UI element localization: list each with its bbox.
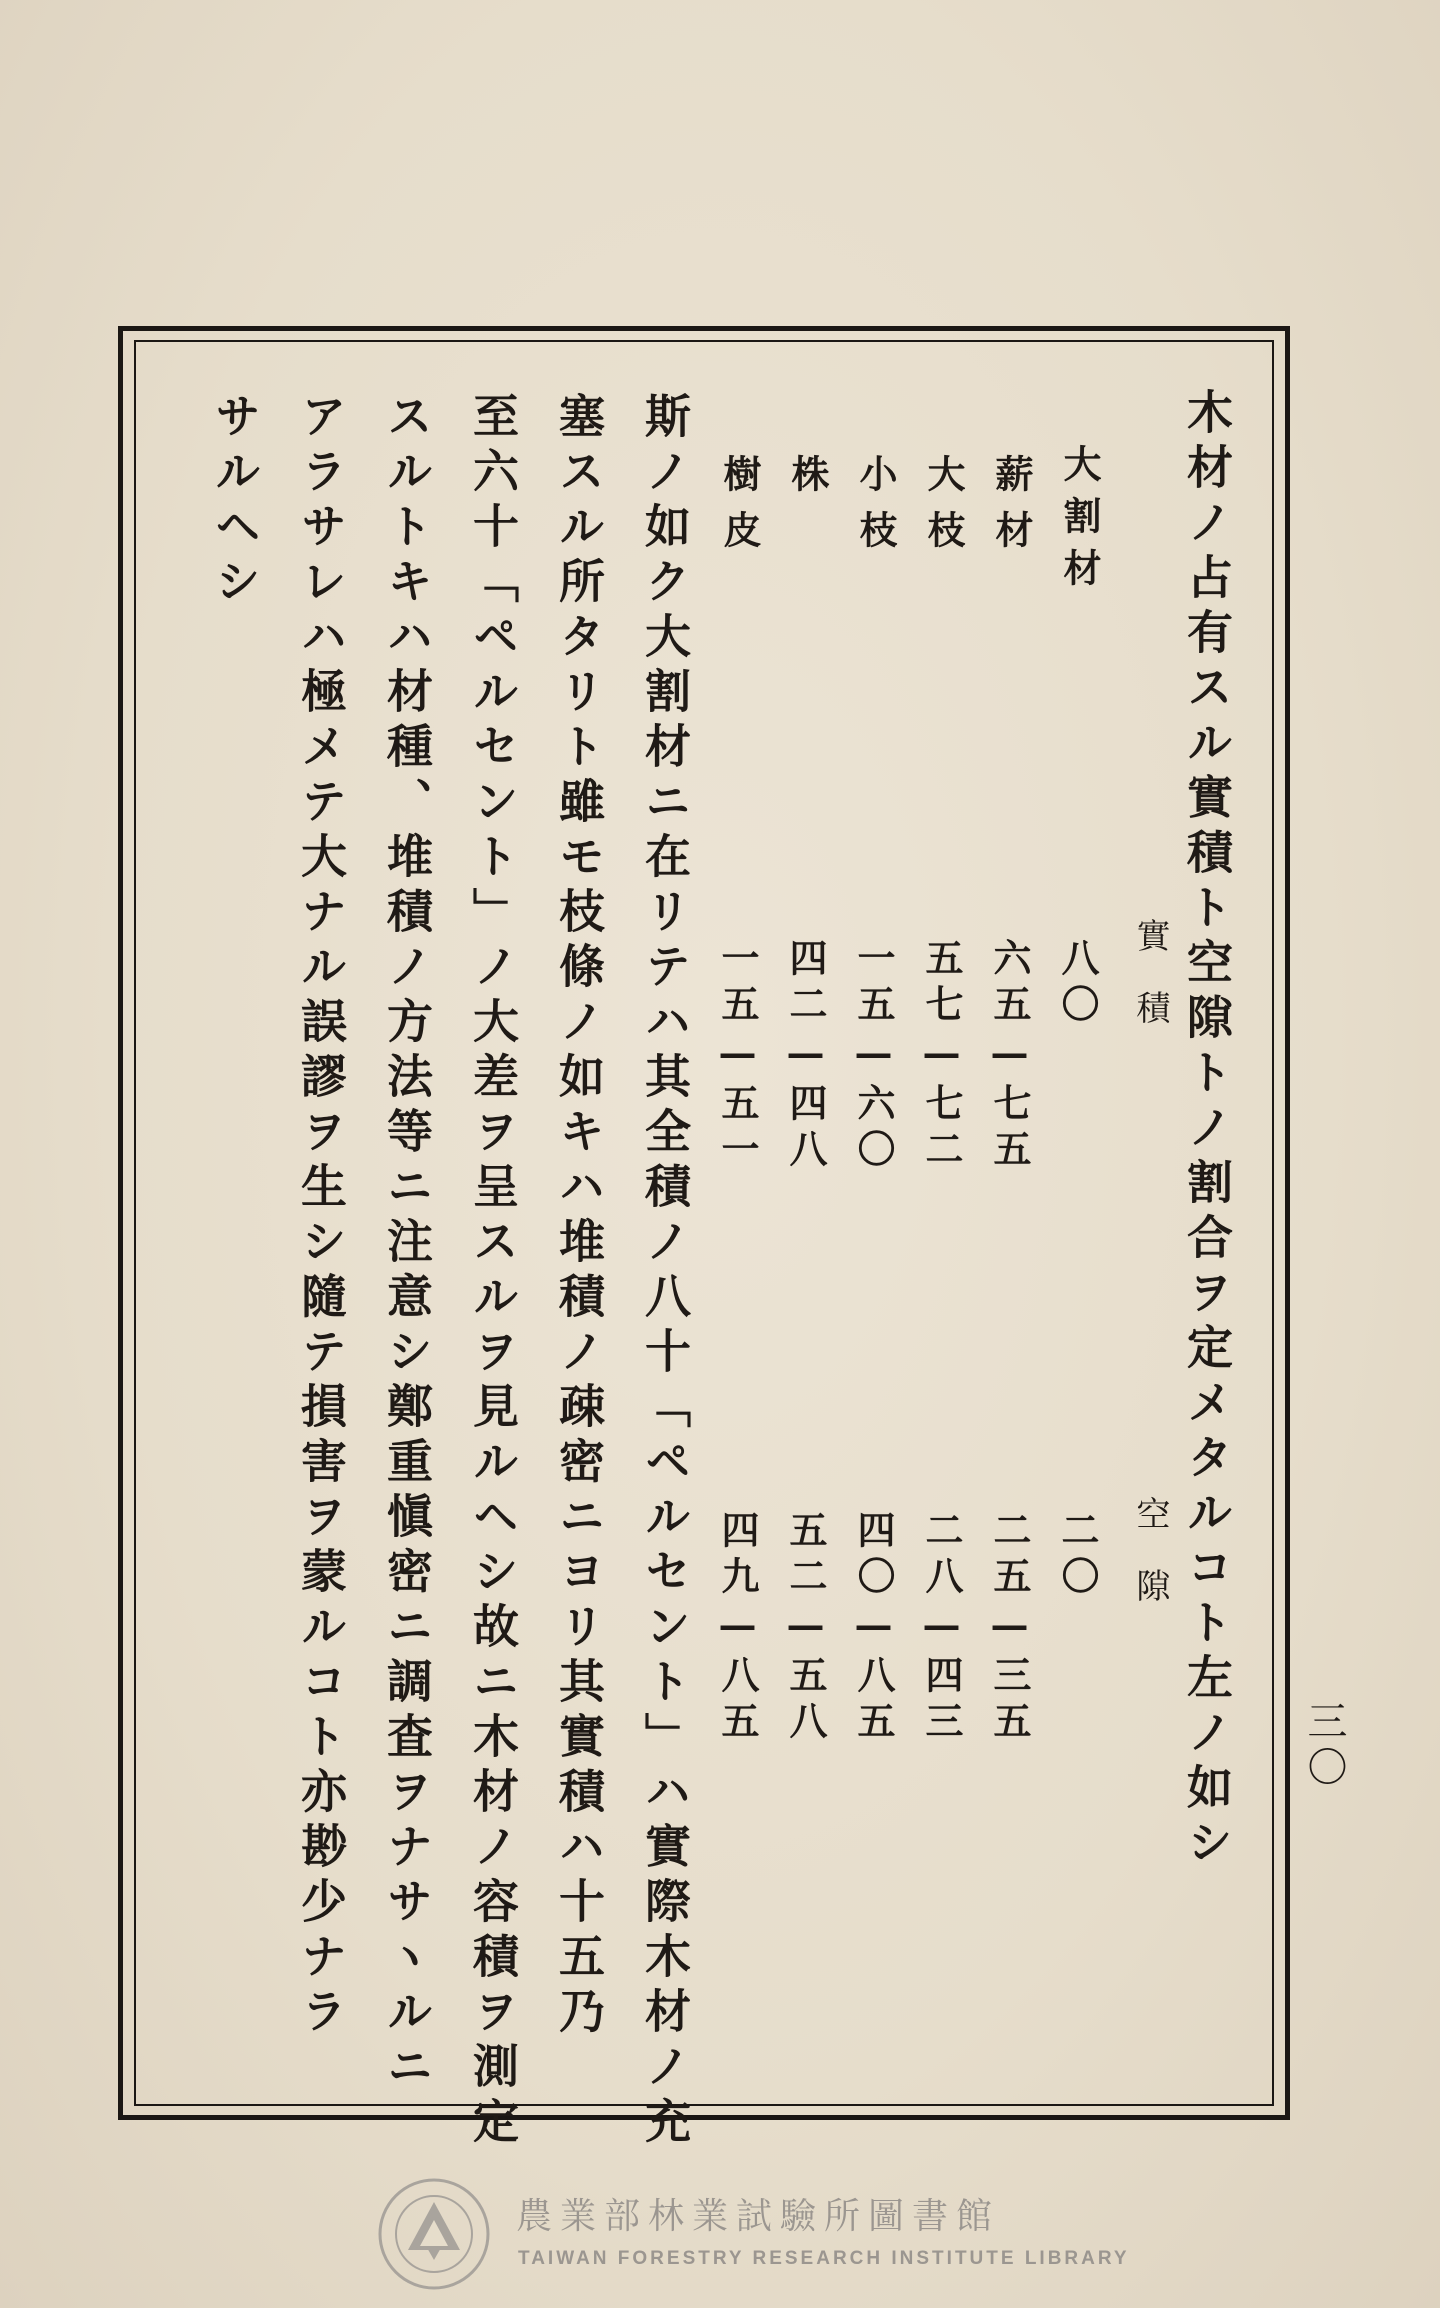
paragraph-line: 塞スル所タリト雖モ枝條ノ如キハ堆積ノ疎密ニヨリ其實積ハ十五乃 [552, 392, 606, 2042]
row-solid: 四二—四八 [783, 938, 828, 1175]
row-void: 二五—三五 [987, 1510, 1032, 1747]
paragraph-line: アラサレハ極メテ大ナル誤謬ヲ生シ隨テ損害ヲ蒙ルコト亦尠少ナラ [294, 392, 348, 2042]
row-void: 四九—八五 [715, 1510, 760, 1747]
paragraph-line: 至六十「ペルセント」ノ大差ヲ呈スルヲ見ルヘシ故ニ木材ノ容積ヲ測定 [466, 392, 520, 2152]
library-watermark [376, 2176, 1130, 2296]
row-name: 大枝 [921, 454, 966, 566]
row-name: 薪材 [989, 454, 1034, 566]
row-solid: 一五—六〇 [851, 938, 896, 1175]
library-name-cn: 農業部林業試驗所圖書館 [516, 2196, 1001, 2237]
row-solid: 六五—七五 [987, 938, 1032, 1175]
row-solid: 八〇 [1055, 938, 1100, 1030]
row-name: 株 [785, 454, 830, 501]
row-void: 四〇—八五 [851, 1510, 896, 1747]
row-void: 二八—四三 [919, 1510, 964, 1747]
library-seal-icon [376, 2176, 492, 2292]
heading: 木材ノ占有スル實積ト空隙トノ割合ヲ定メタルコト左ノ如シ [1180, 388, 1234, 1873]
row-void: 二〇 [1055, 1510, 1100, 1602]
page-number: 三〇 [1301, 1700, 1347, 1792]
paragraph-line: サルヘシ [208, 392, 262, 612]
library-name-en: TAIWAN FORESTRY RESEARCH INSTITUTE LIBRARY [518, 2248, 1130, 2269]
row-solid: 五七—七二 [919, 938, 964, 1175]
paragraph-line: 斯ノ如ク大割材ニ在リテハ其全積ノ八十「ペルセント」ハ實際木材ノ充 [638, 392, 692, 2152]
row-void: 五二—五八 [783, 1510, 828, 1747]
header-solid: 實積 [1130, 918, 1170, 1062]
row-name: 樹皮 [717, 454, 762, 566]
paragraph-line: スルトキハ材種、堆積ノ方法等ニ注意シ鄭重愼密ニ調査ヲナサヽルニ [380, 392, 434, 2097]
row-name: 小枝 [853, 454, 898, 566]
row-name: 大割材 [1057, 444, 1102, 600]
header-void: 空隙 [1130, 1496, 1170, 1640]
row-solid: 一五—五一 [715, 938, 760, 1175]
